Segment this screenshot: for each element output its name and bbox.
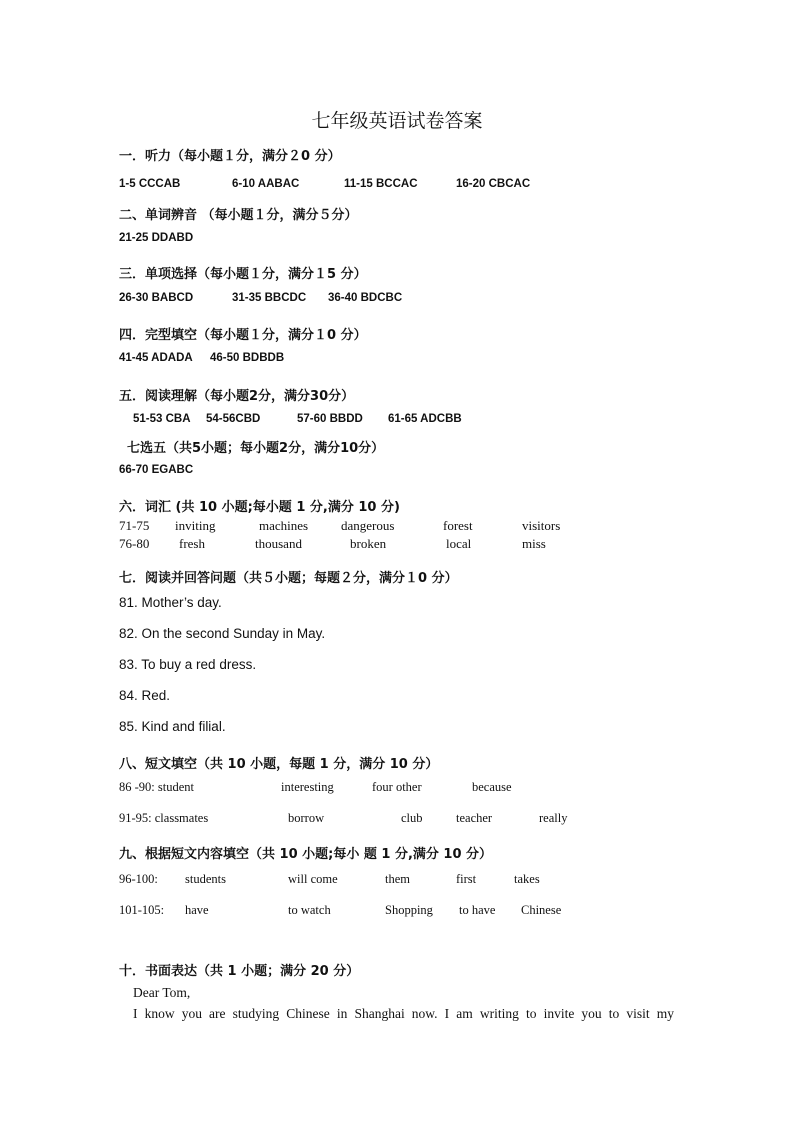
section-heading-read-and-answer: 七．阅读并回答问题（共５小题；每题２分，满分１0 分） (119, 571, 458, 586)
vocab-range: 71-75 (119, 518, 150, 533)
answer-group: 54-56CBD (206, 413, 261, 425)
qa-answer: 85. Kind and filial. (119, 719, 226, 734)
vocab-answer: inviting (175, 518, 216, 533)
fill-answer: club (401, 811, 423, 825)
qa-answer: 82. On the second Sunday in May. (119, 626, 326, 641)
section-heading-listening: 一．听力（每小题１分，满分２0 分） (119, 149, 341, 164)
fill-answer: to watch (288, 903, 331, 917)
letter-salutation: Dear Tom, (133, 985, 191, 1000)
fill-answer: because (472, 780, 512, 794)
vocab-answer: broken (350, 536, 387, 551)
section-heading-writing: 十．书面表达（共 1 小题；满分 20 分） (119, 964, 360, 979)
answer-group: 1-5 CCCAB (119, 178, 181, 190)
answer-group: 41-45 ADADA (119, 352, 193, 364)
answer-group: 46-50 BDBDB (210, 352, 285, 364)
answer-group: 16-20 CBCAC (456, 178, 531, 190)
answer-group: 21-25 DDABD (119, 232, 194, 244)
section-heading-reading: 五．阅读理解（每小题2分，满分30分） (119, 389, 355, 404)
fill-answer: have (185, 903, 209, 917)
qa-answer: 84. Red. (119, 688, 171, 703)
answer-group: 36-40 BDCBC (328, 292, 403, 304)
answer-group: 57-60 BBDD (297, 413, 363, 425)
section-heading-phonetics: 二、单词辨音 （每小题１分，满分５分） (119, 208, 358, 223)
vocab-answer: local (446, 536, 472, 551)
fill-range: 101-105: (119, 903, 165, 917)
fill-answer: first (456, 872, 477, 886)
vocab-answer: thousand (255, 536, 302, 551)
fill-answer: to have (459, 903, 496, 917)
answer-group: 6-10 AABAC (232, 178, 300, 190)
fill-answer: four other (372, 780, 422, 794)
section-heading-single-choice: 三．单项选择（每小题１分，满分１5 分） (119, 267, 367, 282)
vocab-answer: machines (259, 518, 309, 533)
section-heading-cloze: 四．完型填空（每小题１分，满分１0 分） (119, 328, 367, 343)
qa-answer: 81. Mother’s day. (119, 595, 222, 610)
answer-group: 11-15 BCCAC (344, 178, 418, 190)
answer-group: 66-70 EGABC (119, 464, 194, 476)
fill-answer: them (385, 872, 410, 886)
page-title: 七年级英语试卷答案 (311, 110, 483, 132)
answer-group: 31-35 BBCDC (232, 292, 307, 304)
answer-group: 26-30 BABCD (119, 292, 194, 304)
section-heading-passage-fill: 八、短文填空（共 10 小题，每题 1 分，满分 10 分） (119, 757, 439, 772)
fill-answer: Shopping (385, 903, 433, 917)
fill-answer: teacher (456, 811, 493, 825)
vocab-answer: visitors (522, 518, 561, 533)
vocab-answer: miss (522, 536, 546, 551)
answer-group: 61-65 ADCBB (388, 413, 462, 425)
letter-body-line: I know you are studying Chinese in Shanghai now. I am writing to invite you to visit my (133, 1006, 674, 1021)
answer-group: 51-53 CBA (133, 413, 191, 425)
qa-answer: 83. To buy a red dress. (119, 657, 257, 672)
fill-answer: 86 -90: student (119, 780, 194, 794)
fill-answer: students (185, 872, 226, 886)
section-heading-content-fill: 九、根据短文内容填空（共 10 小题;每小 题 1 分,满分 10 分） (119, 847, 493, 862)
fill-answer: 91-95: classmates (119, 811, 209, 825)
vocab-answer: dangerous (341, 518, 395, 533)
fill-answer: will come (288, 872, 338, 886)
vocab-range: 76-80 (119, 536, 150, 551)
section-heading-vocabulary: 六．词汇 (共 10 小题;每小题 1 分,满分 10 分) (119, 500, 400, 515)
fill-answer: interesting (281, 780, 334, 794)
fill-answer: takes (514, 872, 540, 886)
subsection-heading-seven-choose-five: 七选五（共5小题；每小题2分，满分10分） (127, 441, 385, 456)
fill-range: 96-100: (119, 872, 158, 886)
fill-answer: Chinese (521, 903, 562, 917)
vocab-answer: forest (443, 518, 473, 533)
fill-answer: borrow (288, 811, 325, 825)
fill-answer: really (539, 811, 568, 825)
vocab-answer: fresh (179, 536, 205, 551)
